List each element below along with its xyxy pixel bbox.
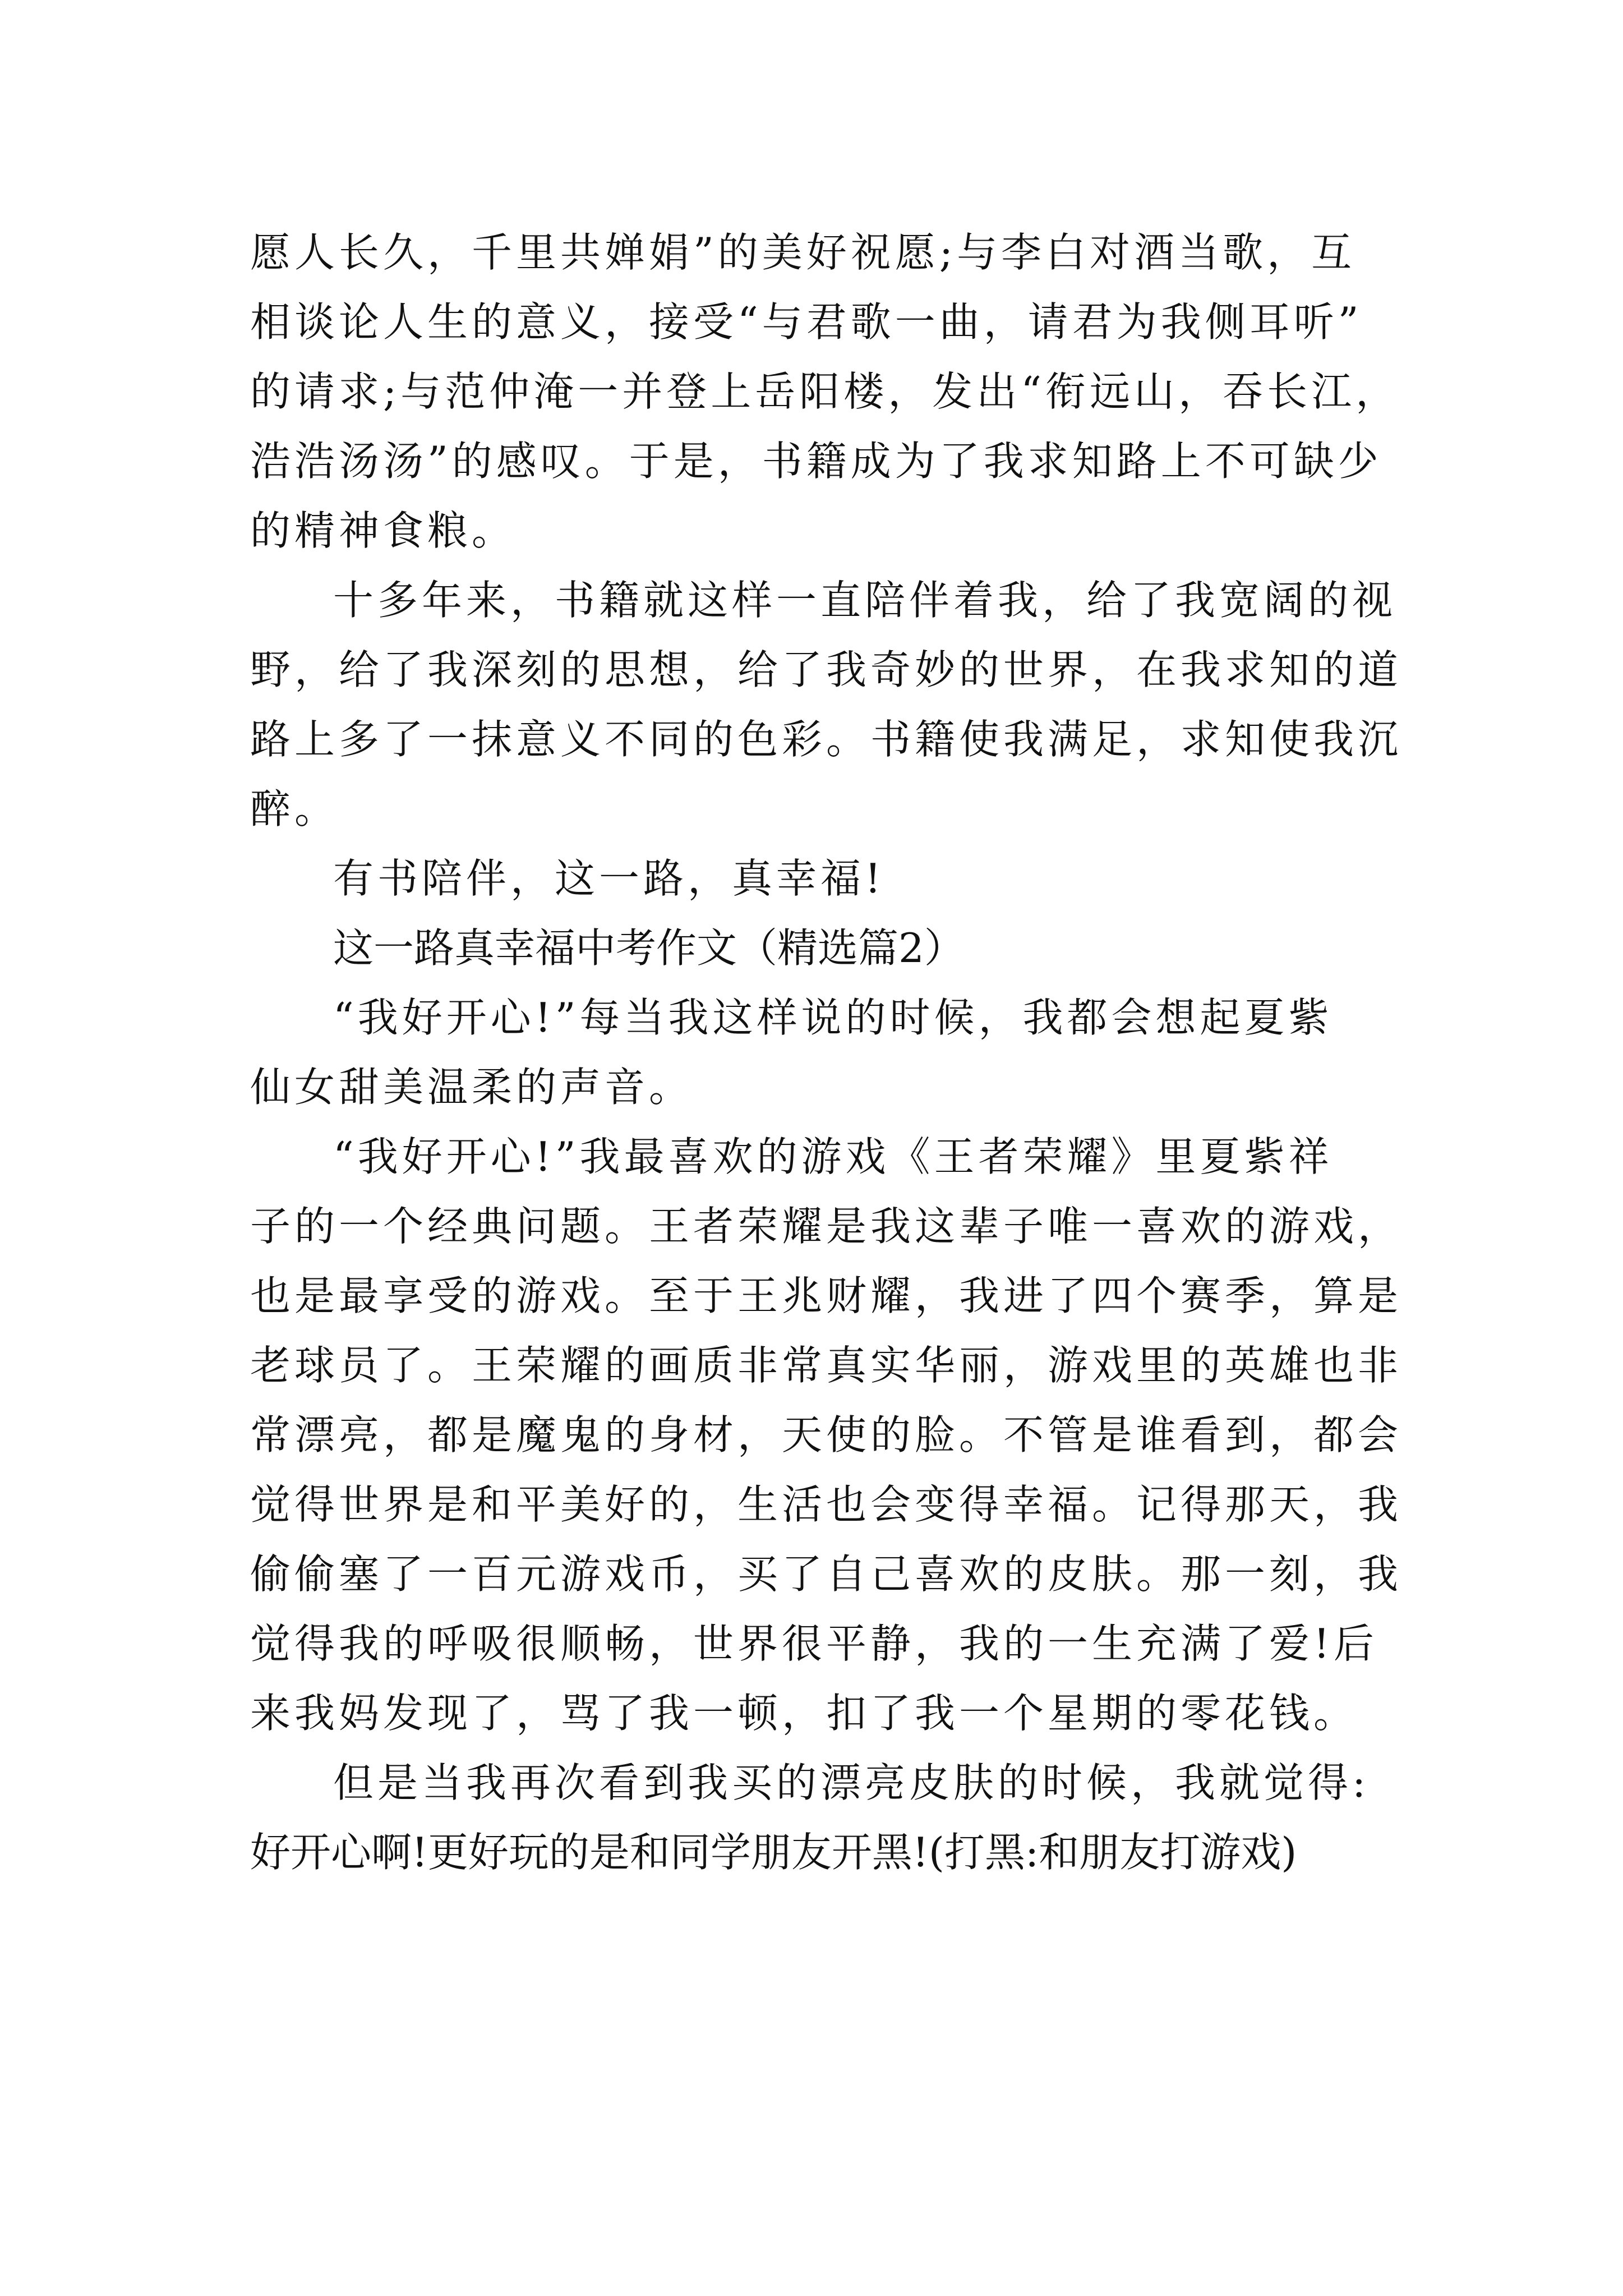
text-line: 仙女甜美温柔的声音。: [250, 1064, 694, 1111]
text-line: 常漂亮，都是魔鬼的身材，天使的脸。不管是谁看到，都会: [250, 1411, 1403, 1458]
text-line: 也是最享受的游戏。至于王兆财耀，我进了四个赛季，算是: [250, 1272, 1403, 1319]
paragraph-first-line: 十多年来，书籍就这样一直陪伴着我，给了我宽阔的视: [333, 577, 1397, 624]
paragraph-first-line: 有书陪伴，这一路，真幸福!: [333, 855, 885, 902]
text-line: 偷偷塞了一百元游戏币，买了自己喜欢的皮肤。那一刻，我: [250, 1550, 1403, 1598]
text-line: 来我妈发现了，骂了我一顿，扣了我一个星期的零花钱。: [250, 1690, 1358, 1737]
text-line: 觉得我的呼吸很顺畅，世界很平静，我的一生充满了爱!后: [250, 1620, 1378, 1667]
text-line: 老球员了。王荣耀的画质非常真实华丽，游戏里的英雄也非: [250, 1342, 1403, 1389]
text-line: 的精神食粮。: [250, 507, 517, 554]
text-line: 子的一个经典问题。王者荣耀是我这辈子唯一喜欢的游戏，: [250, 1203, 1403, 1250]
text-line: 相谈论人生的意义，接受“与君歌一曲，请君为我侧耳听”: [250, 298, 1363, 346]
paragraph-first-line: “我好开心!”每当我这样说的时候，我都会想起夏紫: [333, 994, 1333, 1041]
text-line: 愿人长久，千里共婵娟”的美好祝愿;与李白对酒当歌，互: [250, 229, 1356, 276]
text-line: 野，给了我深刻的思想，给了我奇妙的世界，在我求知的道: [250, 646, 1403, 693]
text-line: 醉。: [250, 785, 339, 832]
text-line: 路上多了一抹意义不同的色彩。书籍使我满足，求知使我沉: [250, 716, 1403, 763]
text-line: 觉得世界是和平美好的，生活也会变得幸福。记得那天，我: [250, 1481, 1403, 1528]
text-line: 浩浩汤汤”的感叹。于是，书籍成为了我求知路上不可缺少: [250, 438, 1382, 485]
section-heading: 这一路真幸福中考作文（精选篇2）: [333, 924, 965, 972]
text-line: 的请求;与范仲淹一并登上岳阳楼，发出“衔远山，吞长江，: [250, 368, 1400, 415]
essay-text: [250, 218, 1403, 1887]
text-line: 好开心啊!更好玩的是和同学朋友开黑!(打黑:和朋友打游戏): [250, 1829, 1297, 1876]
paragraph-first-line: “我好开心!”我最喜欢的游戏《王者荣耀》里夏紫祥: [333, 1133, 1333, 1180]
paragraph-first-line: 但是当我再次看到我买的漂亮皮肤的时候，我就觉得:: [333, 1759, 1370, 1806]
